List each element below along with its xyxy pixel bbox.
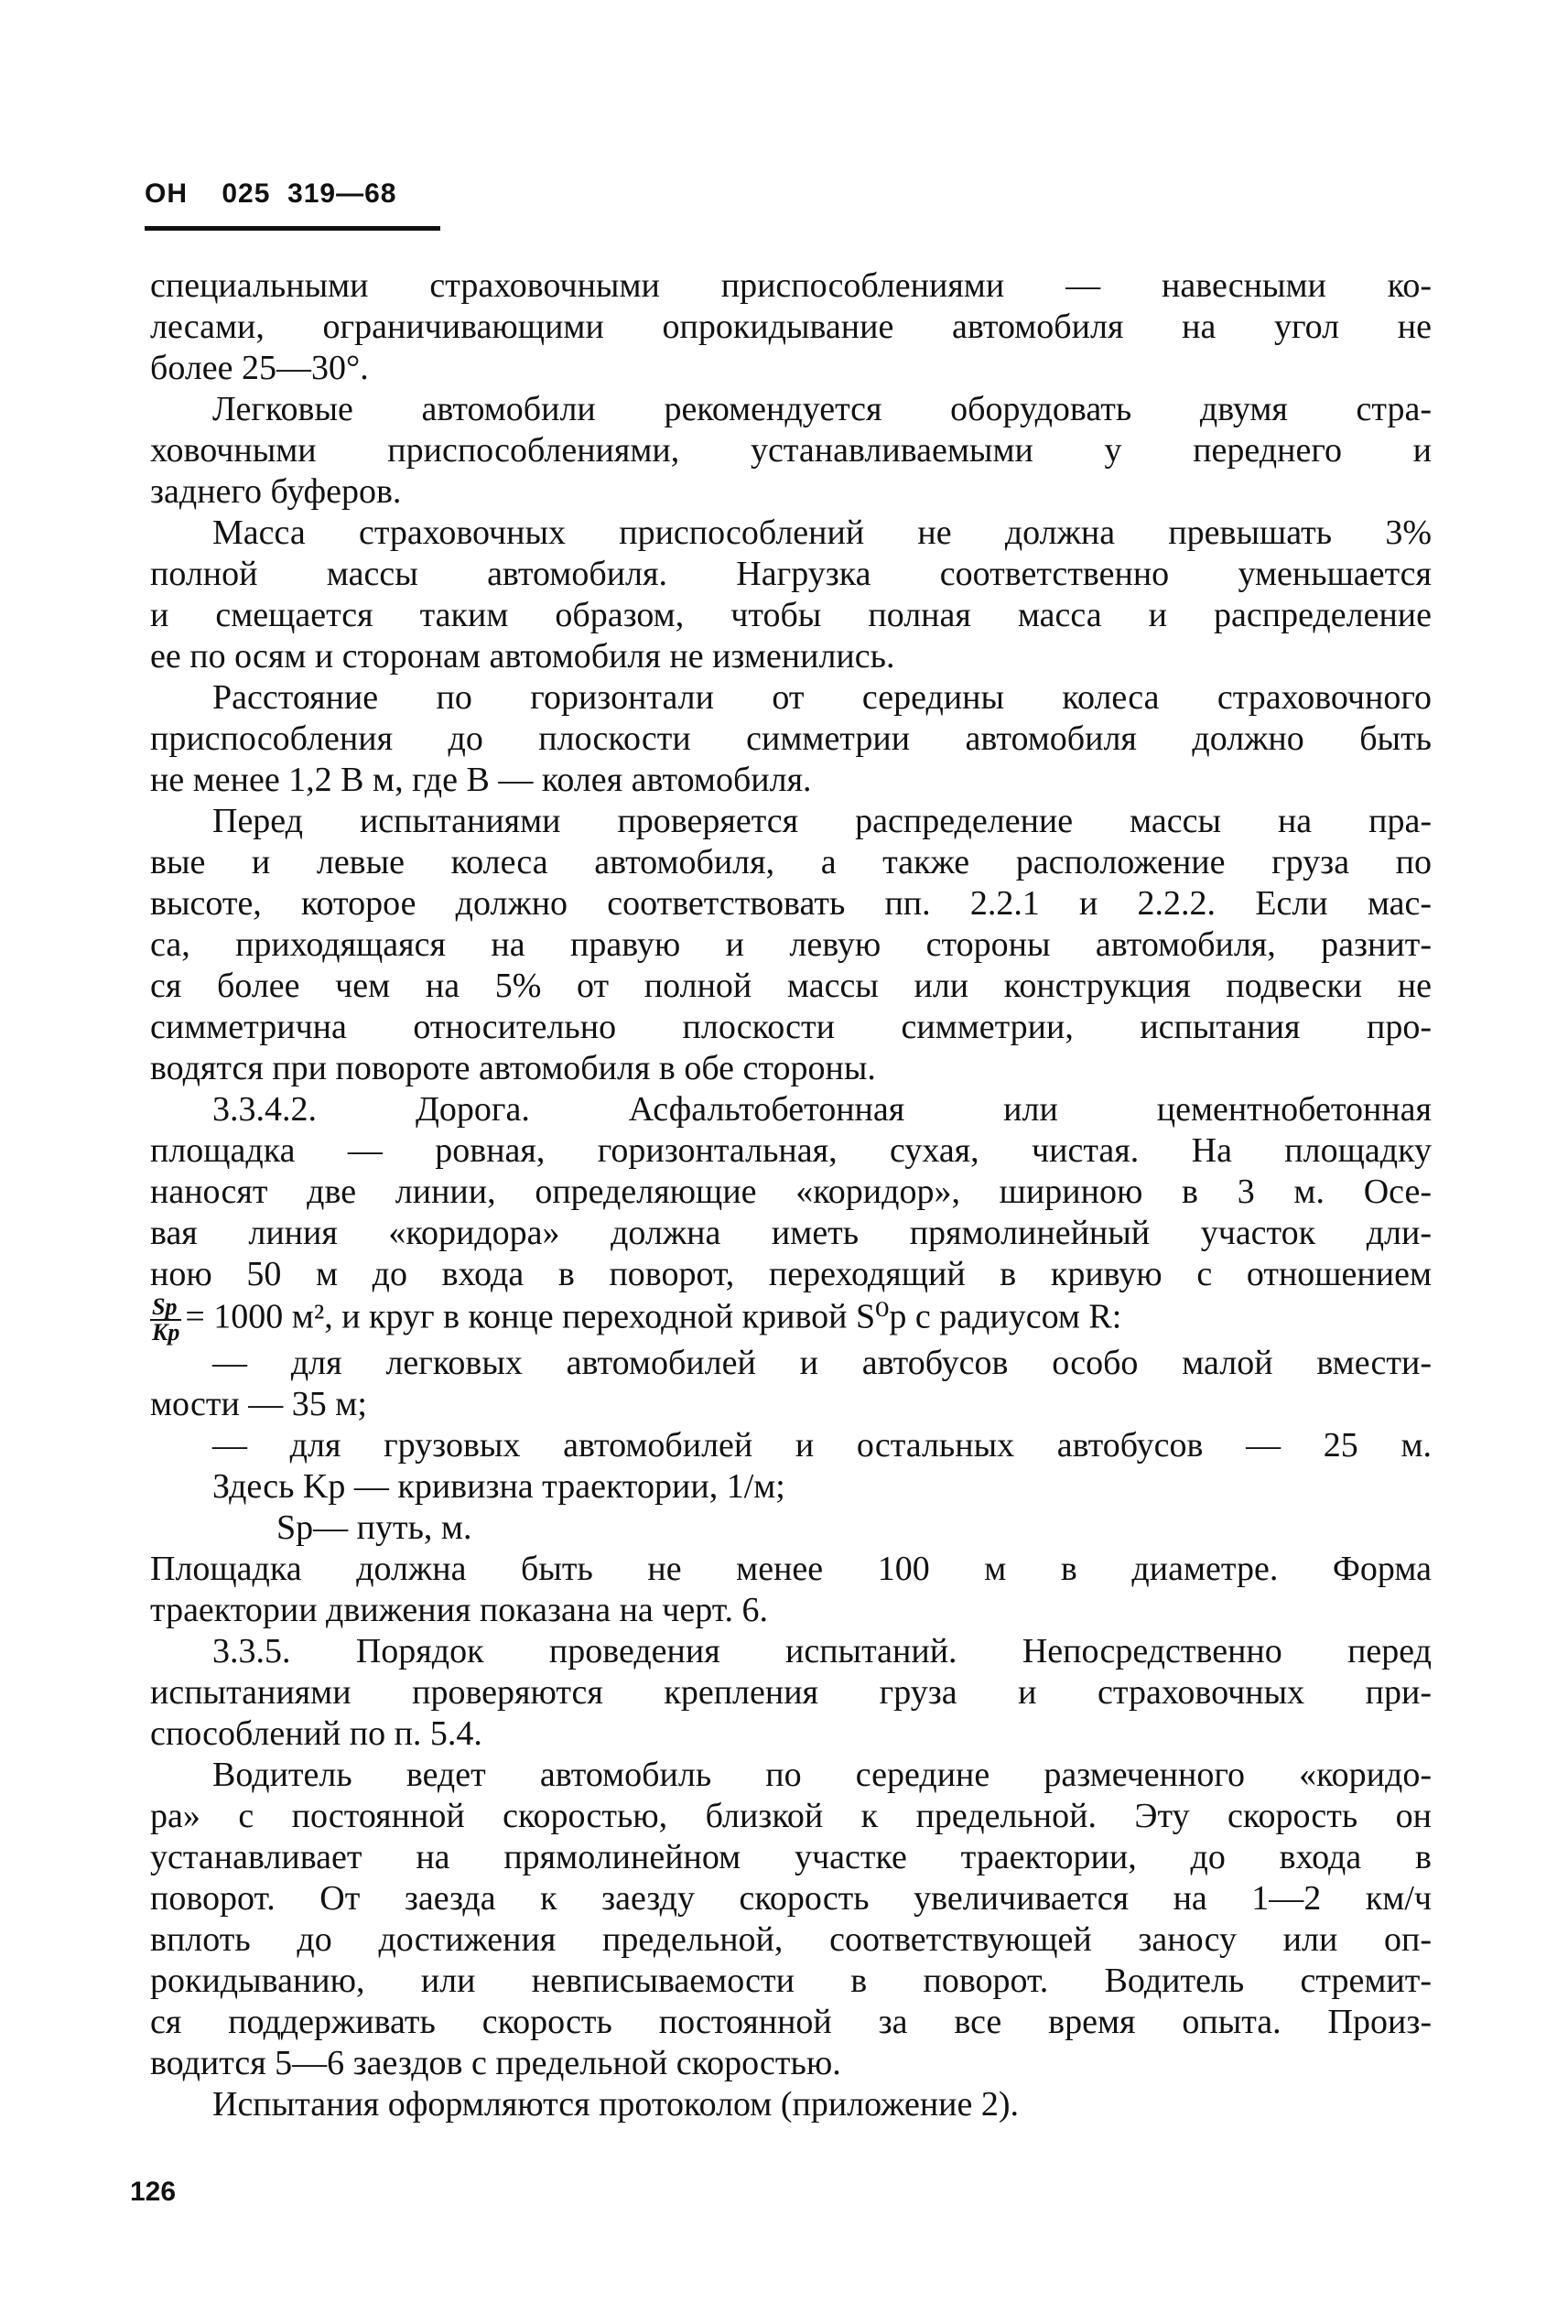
text-line: более 25—30°.: [150, 349, 369, 387]
formula-text: = 1000 м², и круг в конце переходной кривой S⁰р с радиусом R:: [185, 1297, 1122, 1336]
text-line: приспособления до плоскости симметрии автомобиля должно быть: [150, 719, 1432, 758]
paragraph: [150, 1089, 1432, 1295]
header-rule: [145, 226, 440, 231]
fraction-denominator: Kр: [152, 1319, 180, 1346]
paragraph: [150, 1755, 1432, 2084]
section-heading-line: 3.3.5. Порядок проведения испытаний. Непосредственно перед: [212, 1632, 1432, 1670]
text-line: ся поддерживать скорость постоянной за все время опыта. Произ-: [150, 2003, 1432, 2041]
section-heading-line: 3.3.4.2. Дорога. Асфальтобетонная или цементнобетонная: [212, 1090, 1432, 1129]
list-item: — для грузовых автомобилей и остальных автобусов — 25 м.: [212, 1426, 1432, 1465]
text-line: ее по осям и сторонам автомобиля не изменились.: [150, 637, 895, 676]
definitions: [150, 1466, 1432, 1549]
text-line: высоте, которое должно соответствовать пп. 2.2.1 и 2.2.2. Если мас-: [150, 884, 1432, 923]
text-line: специальными страховочными приспособлениями — навесными ко-: [150, 266, 1432, 305]
text-line: Испытания оформляются протоколом (приложение 2).: [212, 2085, 1020, 2124]
definition-line: Здесь Kр — кривизна траектории, 1/м;: [212, 1467, 785, 1506]
fraction-numerator: Sр: [150, 1295, 181, 1321]
paragraph: [150, 513, 1432, 677]
definition-line: Sр— путь, м.: [276, 1508, 472, 1547]
paragraph: [150, 265, 1432, 389]
paragraph: [150, 1549, 1432, 1631]
text-line: траектории движения показана на черт. 6.: [150, 1591, 769, 1629]
paragraph: [150, 1631, 1432, 1755]
text-line: Легковые автомобили рекомендуется оборудовать двумя стра-: [212, 390, 1432, 428]
list-item: — для легковых автомобилей и автобусов особо малой вмести-: [212, 1344, 1432, 1382]
text-line: вая линия «коридора» должна иметь прямолинейный участок дли-: [150, 1214, 1432, 1252]
text-line: способлений по п. 5.4.: [150, 1714, 482, 1753]
text-line: водятся при повороте автомобиля в обе стороны.: [150, 1049, 876, 1087]
text-line: и смещается таким образом, чтобы полная масса и распределение: [150, 596, 1432, 634]
paragraph: [150, 801, 1432, 1089]
text-line: поворот. От заезда к заезду скорость увеличивается на 1—2 км/ч: [150, 1879, 1432, 1918]
text-line: Площадка должна быть не менее 100 м в диаметре. Форма: [150, 1550, 1432, 1588]
page-number: 126: [130, 2177, 177, 2207]
text-line: ховочными приспособлениями, устанавливаемыми у переднего и: [150, 431, 1432, 470]
text-line: ся более чем на 5% от полной массы или конструкция подвески не: [150, 967, 1432, 1005]
body-text: [150, 265, 1432, 2125]
text-line: испытаниями проверяются крепления груза и страховочных при-: [150, 1673, 1432, 1712]
paragraph: [150, 2084, 1432, 2125]
text-line: вплоть до достижения предельной, соответствующей заносу или оп-: [150, 1920, 1432, 1959]
text-line: симметрична относительно плоскости симметрии, испытания про-: [150, 1008, 1432, 1046]
text-line: рокидыванию, или невписываемости в поворот. Водитель стремит-: [150, 1962, 1432, 2000]
text-line: вые и левые колеса автомобиля, а также расположение груза по: [150, 843, 1432, 881]
document-code: ОН 025 319—68: [145, 178, 397, 209]
text-line: Масса страховочных приспособлений не должна превышать 3%: [212, 513, 1432, 552]
formula-line: [150, 1293, 1432, 1346]
text-line: ною 50 м до входа в поворот, переходящий в кривую с отношением: [150, 1255, 1432, 1293]
text-line: са, приходящаяся на правую и левую стороны автомобиля, разнит-: [150, 925, 1432, 964]
text-line: наносят две линии, определяющие «коридор», шириною в 3 м. Осе-: [150, 1173, 1432, 1211]
text-line: площадка — ровная, горизонтальная, сухая, чистая. На площадку: [150, 1131, 1432, 1170]
text-line: не менее 1,2 В м, где В — колея автомобиля.: [150, 761, 812, 799]
text-line: ра» с постоянной скоростью, близкой к предельной. Эту скорость он: [150, 1797, 1432, 1835]
text-line: заднего буферов.: [150, 472, 402, 511]
text-line: лесами, ограничивающими опрокидывание автомобиля на угол не: [150, 308, 1432, 346]
text-line: Расстояние по горизонтали от середины колеса страховочного: [212, 678, 1432, 717]
paragraph: [150, 389, 1432, 513]
text-line: водится 5—6 заездов с предельной скоростью.: [150, 2044, 841, 2082]
text-line: полной массы автомобиля. Нагрузка соответственно уменьшается: [150, 555, 1432, 593]
paragraph: [150, 677, 1432, 801]
text-line: Перед испытаниями проверяется распределение массы на пра-: [212, 802, 1432, 840]
radius-list: [150, 1343, 1432, 1466]
list-item-continuation: мости — 35 м;: [150, 1385, 367, 1423]
text-line: устанавливает на прямолинейном участке траектории, до входа в: [150, 1838, 1432, 1876]
fraction: [150, 1295, 181, 1345]
text-line: Водитель ведет автомобиль по середине размеченного «коридо-: [212, 1756, 1432, 1794]
